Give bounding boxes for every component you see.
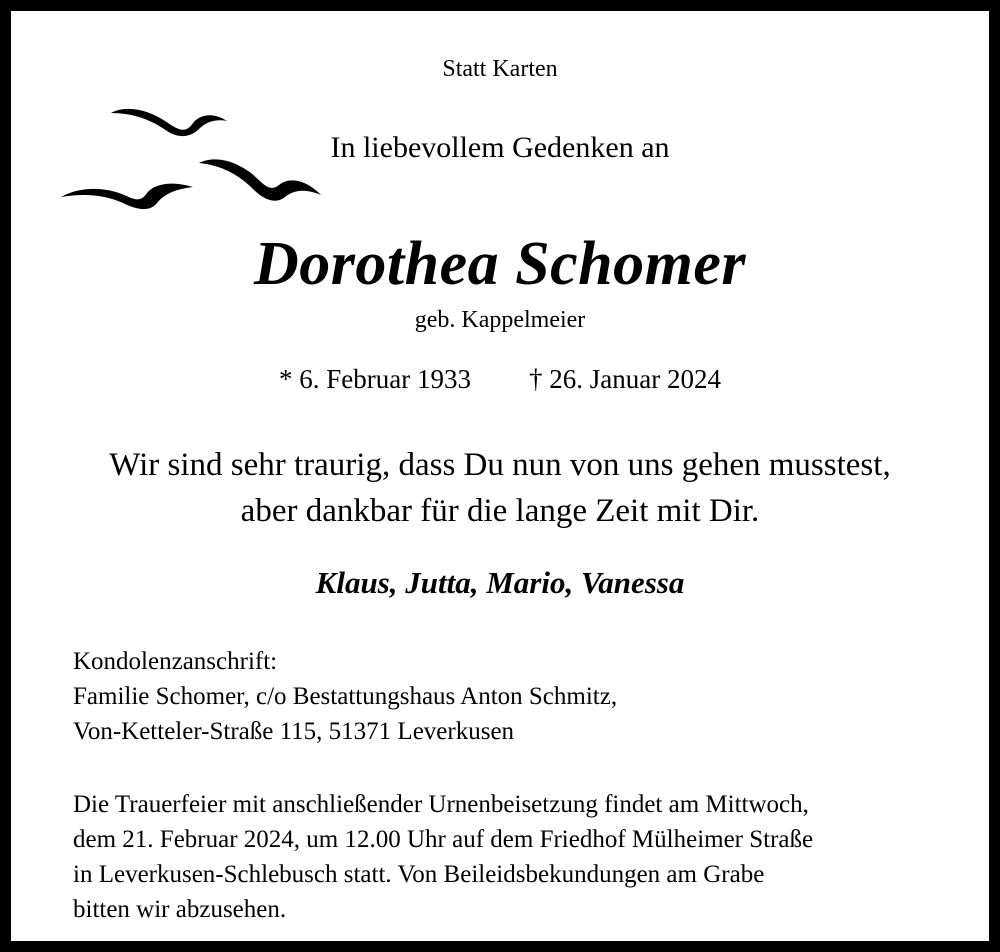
condolence-line-2: Von-Ketteler-Straße 115, 51371 Leverkusen <box>73 718 515 745</box>
ceremony-line-1: Die Trauerfeier mit anschließender Urnenbeisetzung findet am Mittwoch, <box>73 791 809 818</box>
bird-left-icon <box>61 184 193 209</box>
intro-line: In liebevollem Gedenken an <box>330 131 670 164</box>
bird-top-icon <box>111 109 227 136</box>
condolence-address <box>73 644 617 749</box>
bird-right-icon <box>199 159 321 200</box>
ceremony-line-3: in Leverkusen-Schlebusch statt. Von Beileidsbekundungen am Grabe <box>73 861 765 888</box>
preheading: Statt Karten <box>442 56 558 82</box>
death-date: † 26. Januar 2024 <box>529 364 721 394</box>
maiden-name: geb. Kappelmeier <box>414 307 586 333</box>
condolence-line-1: Familie Schomer, c/o Bestattungshaus Anton Schmitz, <box>73 683 618 710</box>
ceremony-line-2: dem 21. Februar 2024, um 12.00 Uhr auf dem Friedhof Mülheimer Straße <box>73 826 814 853</box>
verse-line-1: Wir sind sehr traurig, dass Du nun von uns gehen musstest, <box>109 447 891 483</box>
ceremony-line-4: bitten wir abzusehen. <box>73 896 287 923</box>
birth-date: * 6. Februar 1933 <box>279 364 471 394</box>
ceremony-details <box>73 787 813 927</box>
mourners-names: Klaus, Jutta, Mario, Vanessa <box>315 565 685 600</box>
condolence-label: Kondolenzanschrift: <box>73 648 278 675</box>
verse-line-2: aber dankbar für die lange Zeit mit Dir. <box>240 493 760 529</box>
deceased-name: Dorothea Schomer <box>254 230 746 298</box>
life-dates <box>11 366 989 393</box>
